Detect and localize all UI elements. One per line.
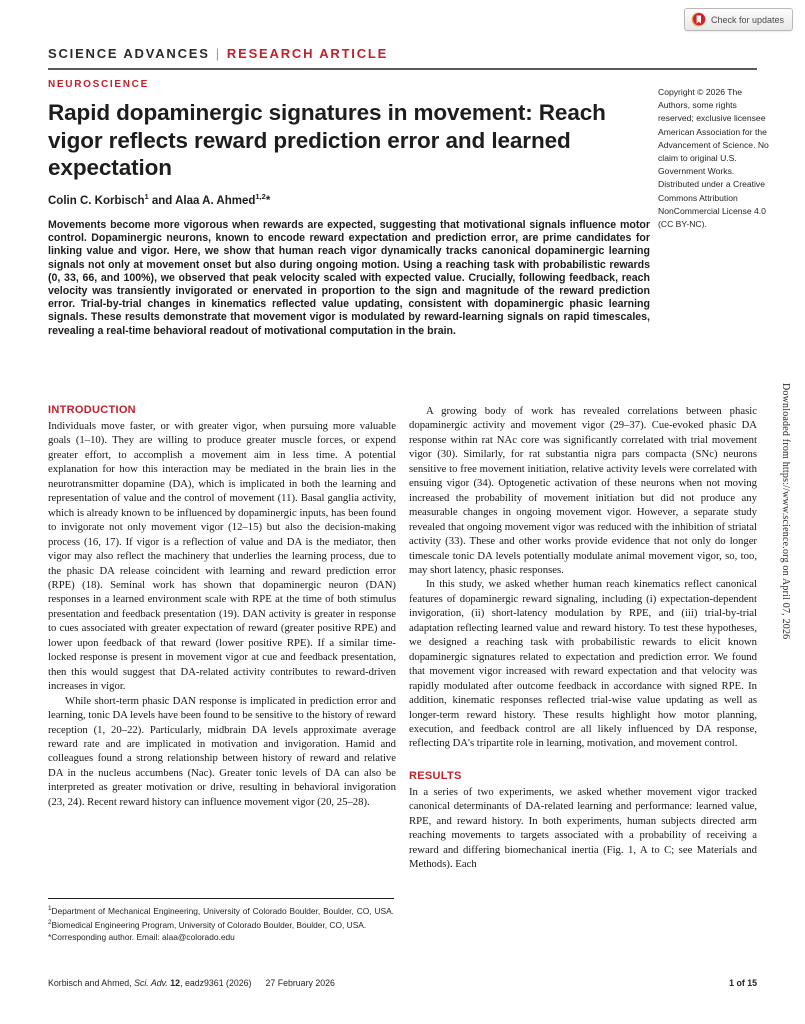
publication-date: 27 February 2026 <box>265 978 335 988</box>
check-for-updates-button[interactable] <box>684 8 793 31</box>
crossmark-icon <box>691 12 706 27</box>
article-title: Rapid dopaminergic signatures in movement: Reach vigor reflects reward prediction error and learned expectation <box>48 100 606 180</box>
results-paragraph-1: In a series of two experiments, we asked whether movement vigor tracked canonical determinants of DA-related learning and performance: learned value, RPE, and reward history. In both experiments, human subjects directed arm reaching movements to targets associated with a probability of receiving a reward and differing biomechanical inertia (Fig. 1, A to C; see Materials and Methods). Each <box>409 785 757 871</box>
author-2-affiliation: 1,2 <box>255 192 266 201</box>
right-column <box>409 404 757 966</box>
check-for-updates-label: Check for updates <box>710 14 784 25</box>
journal-name: SCIENCE ADVANCES <box>48 46 210 61</box>
introduction-heading: INTRODUCTION <box>48 404 136 416</box>
abstract: Movements become more vigorous when rewards are expected, suggesting that motivational signals influence motor control. Dopaminergic neurons, known to encode reward expectation and prediction error, are prime candidates for linking value and vigor. Here, we show that human reach vigor dynamically tracks canonical dopaminergic learning signals not only at movement onset but also during ongoing motion. Using a reaching task with probabilistic rewards (0, 33, 66, and 100%), we observed that peak velocity scaled with expected value. Crucially, following feedback, reach velocity was transiently invigorated or enervated in proportion to the sign and magnitude of the reward prediction error. Trial-by-trial changes in kinematics reflected value updating, consistent with dopaminergic phasic learning signals. These results demonstrate that movement vigor is modulated by reward-learning signals on rapid timescales, revealing a real-time behavioral readout of motivational computation in the brain. <box>48 219 650 337</box>
affiliation-1: Department of Mechanical Engineering, University of Colorado Boulder, Boulder, CO, USA. <box>51 905 394 916</box>
left-column <box>48 404 396 966</box>
introduction-paragraph-1: Individuals move faster, or with greater vigor, when pursuing more valuable goals (1–10). They are willing to produce greater muscle forces, or expend greater effort, to accomplish a movement aim in less time. A potential explanation for how this interaction may be mediated in the brain lies in the neurotransmitter dopamine (DA), which is implicated in both the learning and representation of value and the control of movement (11). Basal ganglia activity, which is already known to be influenced by dopaminergic inputs, has been found to invigorate not only movement vigor (12–15) but also the decision-making process (16, 17). If vigor is a reflection of value and DA is the mediator, then vigor may also reflect the machinery that underlies the learning process, due to the phasic DA release coincident with learning and reward prediction error (RPE) (18). Seminal work has shown that dopaminergic neuron (DAN) responses in a learned environment scale with RPE at the time of both stimulus presentation and feedback presentation (19). DAN activity is greater in response to cues associated with greater expectation of reward (greater positive RPE) and lower upon feedback of that reward (lower positive RPE). If a similar time-locked response is present in movement vigor at cue and feedback presentation, then this would suggest that DA-related activity contributes to reward-driven increases in vigor. <box>48 420 396 693</box>
corresponding-star: * <box>265 194 271 207</box>
affiliation-2: Biomedical Engineering Program, University of Colorado Boulder, Boulder, CO, USA. <box>51 920 367 930</box>
affiliation-1-marker: 1 <box>48 905 52 912</box>
introduction-paragraph-3: A growing body of work has revealed correlations between phasic dopaminergic activity and movement vigor (29–37). Cue-evoked phasic DA response within rat NAc core was significantly correlated with trial movement vigor (30). Similarly, for rat substantia nigra pars compacta (SNc) neurons sensitive to free movement initiation, relative activity levels were correlated with ensuing vigor (34). Optogenetic activation of these neurons when not moving increased the probability of movement initiation but did not produce any measurable changes in ongoing movement vigor. However, a separate study revealed that ongoing movement vigor was reduced with the inhibition of striatal activity (33). These and other works provide evidence that not only do longer timescale tonic DA levels potentially modulate animal movement vigor, so, too, may short latency, phasic responses. <box>409 405 757 576</box>
page-footer <box>48 978 757 988</box>
masthead <box>48 46 757 70</box>
author-line <box>48 192 270 207</box>
masthead-separator: | <box>215 46 221 61</box>
article-type: RESEARCH ARTICLE <box>226 46 389 61</box>
corresponding-author-note: *Corresponding author. Email: alaa@colorado.edu <box>48 932 235 943</box>
page-number: 1 of 15 <box>729 978 757 988</box>
citation-volume: 12 <box>170 978 181 988</box>
citation-line <box>48 978 335 988</box>
copyright-notice: Copyright © 2026 The Authors, some rights reserved; exclusive licensee American Association for the Advancement of Science. No claim to original U.S. Government Works. Distributed under a Creative Commons Attribution NonCommercial License 4.0 (CC BY-NC). <box>658 87 769 230</box>
author-1-affiliation: 1 <box>144 192 149 201</box>
footnotes <box>48 898 394 944</box>
citation-authors: Korbisch and Ahmed, <box>48 978 135 988</box>
subject-kicker: NEUROSCIENCE <box>48 79 149 90</box>
introduction-paragraph-2: While short-term phasic DAN response is implicated in prediction error and learning, tonic DA levels have been found to be sensitive to the history of reward reception (1, 20–22). Particularly, midbrain DA levels approximate average reward rate and are implicated in motivation and invigoration. Hamid and colleagues found a strong relationship between history of reward and relative DA in the nucleus accumbens (Nac). Greater tonic levels of DA can also be interpreted as greater motivation or drive, resulting in behavioral invigoration (23, 24). Recent reward history can influence movement vigor (20, 25–28). <box>48 694 396 808</box>
affiliation-2-marker: 2 <box>48 919 52 927</box>
author-2: Alaa A. Ahmed <box>175 194 256 207</box>
citation-id: , eadz9361 (2026) <box>180 978 252 988</box>
author-joiner: and <box>148 194 176 207</box>
results-section <box>409 770 757 872</box>
affiliations <box>48 903 394 931</box>
author-1: Colin C. Korbisch <box>48 194 145 207</box>
main-body <box>48 404 757 966</box>
results-heading: RESULTS <box>409 769 462 782</box>
download-watermark: Downloaded from https://www.science.org on April 07, 2026 <box>780 383 791 640</box>
citation-journal: Sci. Adv. <box>134 978 171 988</box>
introduction-paragraph-4: In this study, we asked whether human reach kinematics reflect canonical features of dopaminergic reward signaling, including (i) expectation-dependent invigoration, (ii) short-latency modulation by RPE, and (iii) trial-by-trial adaptation reflecting learned value and reward history. To test these hypotheses, we designed a reaching task with probabilistic rewards to elicit known dopaminergic signatures related to expectation and prediction error. We found that movement vigor increased with reward expectation and that velocity was rapidly modulated after outcome feedback in accordance with signed RPE. In addition, kinematic responses reflected trial-wise value updating as well as longer-term reward history. These results highlight how motor planning, execution, and feedback control are all likely influenced by DA response, reflecting DA's tripartite role in learning, motivation, and movement control. <box>409 578 757 750</box>
